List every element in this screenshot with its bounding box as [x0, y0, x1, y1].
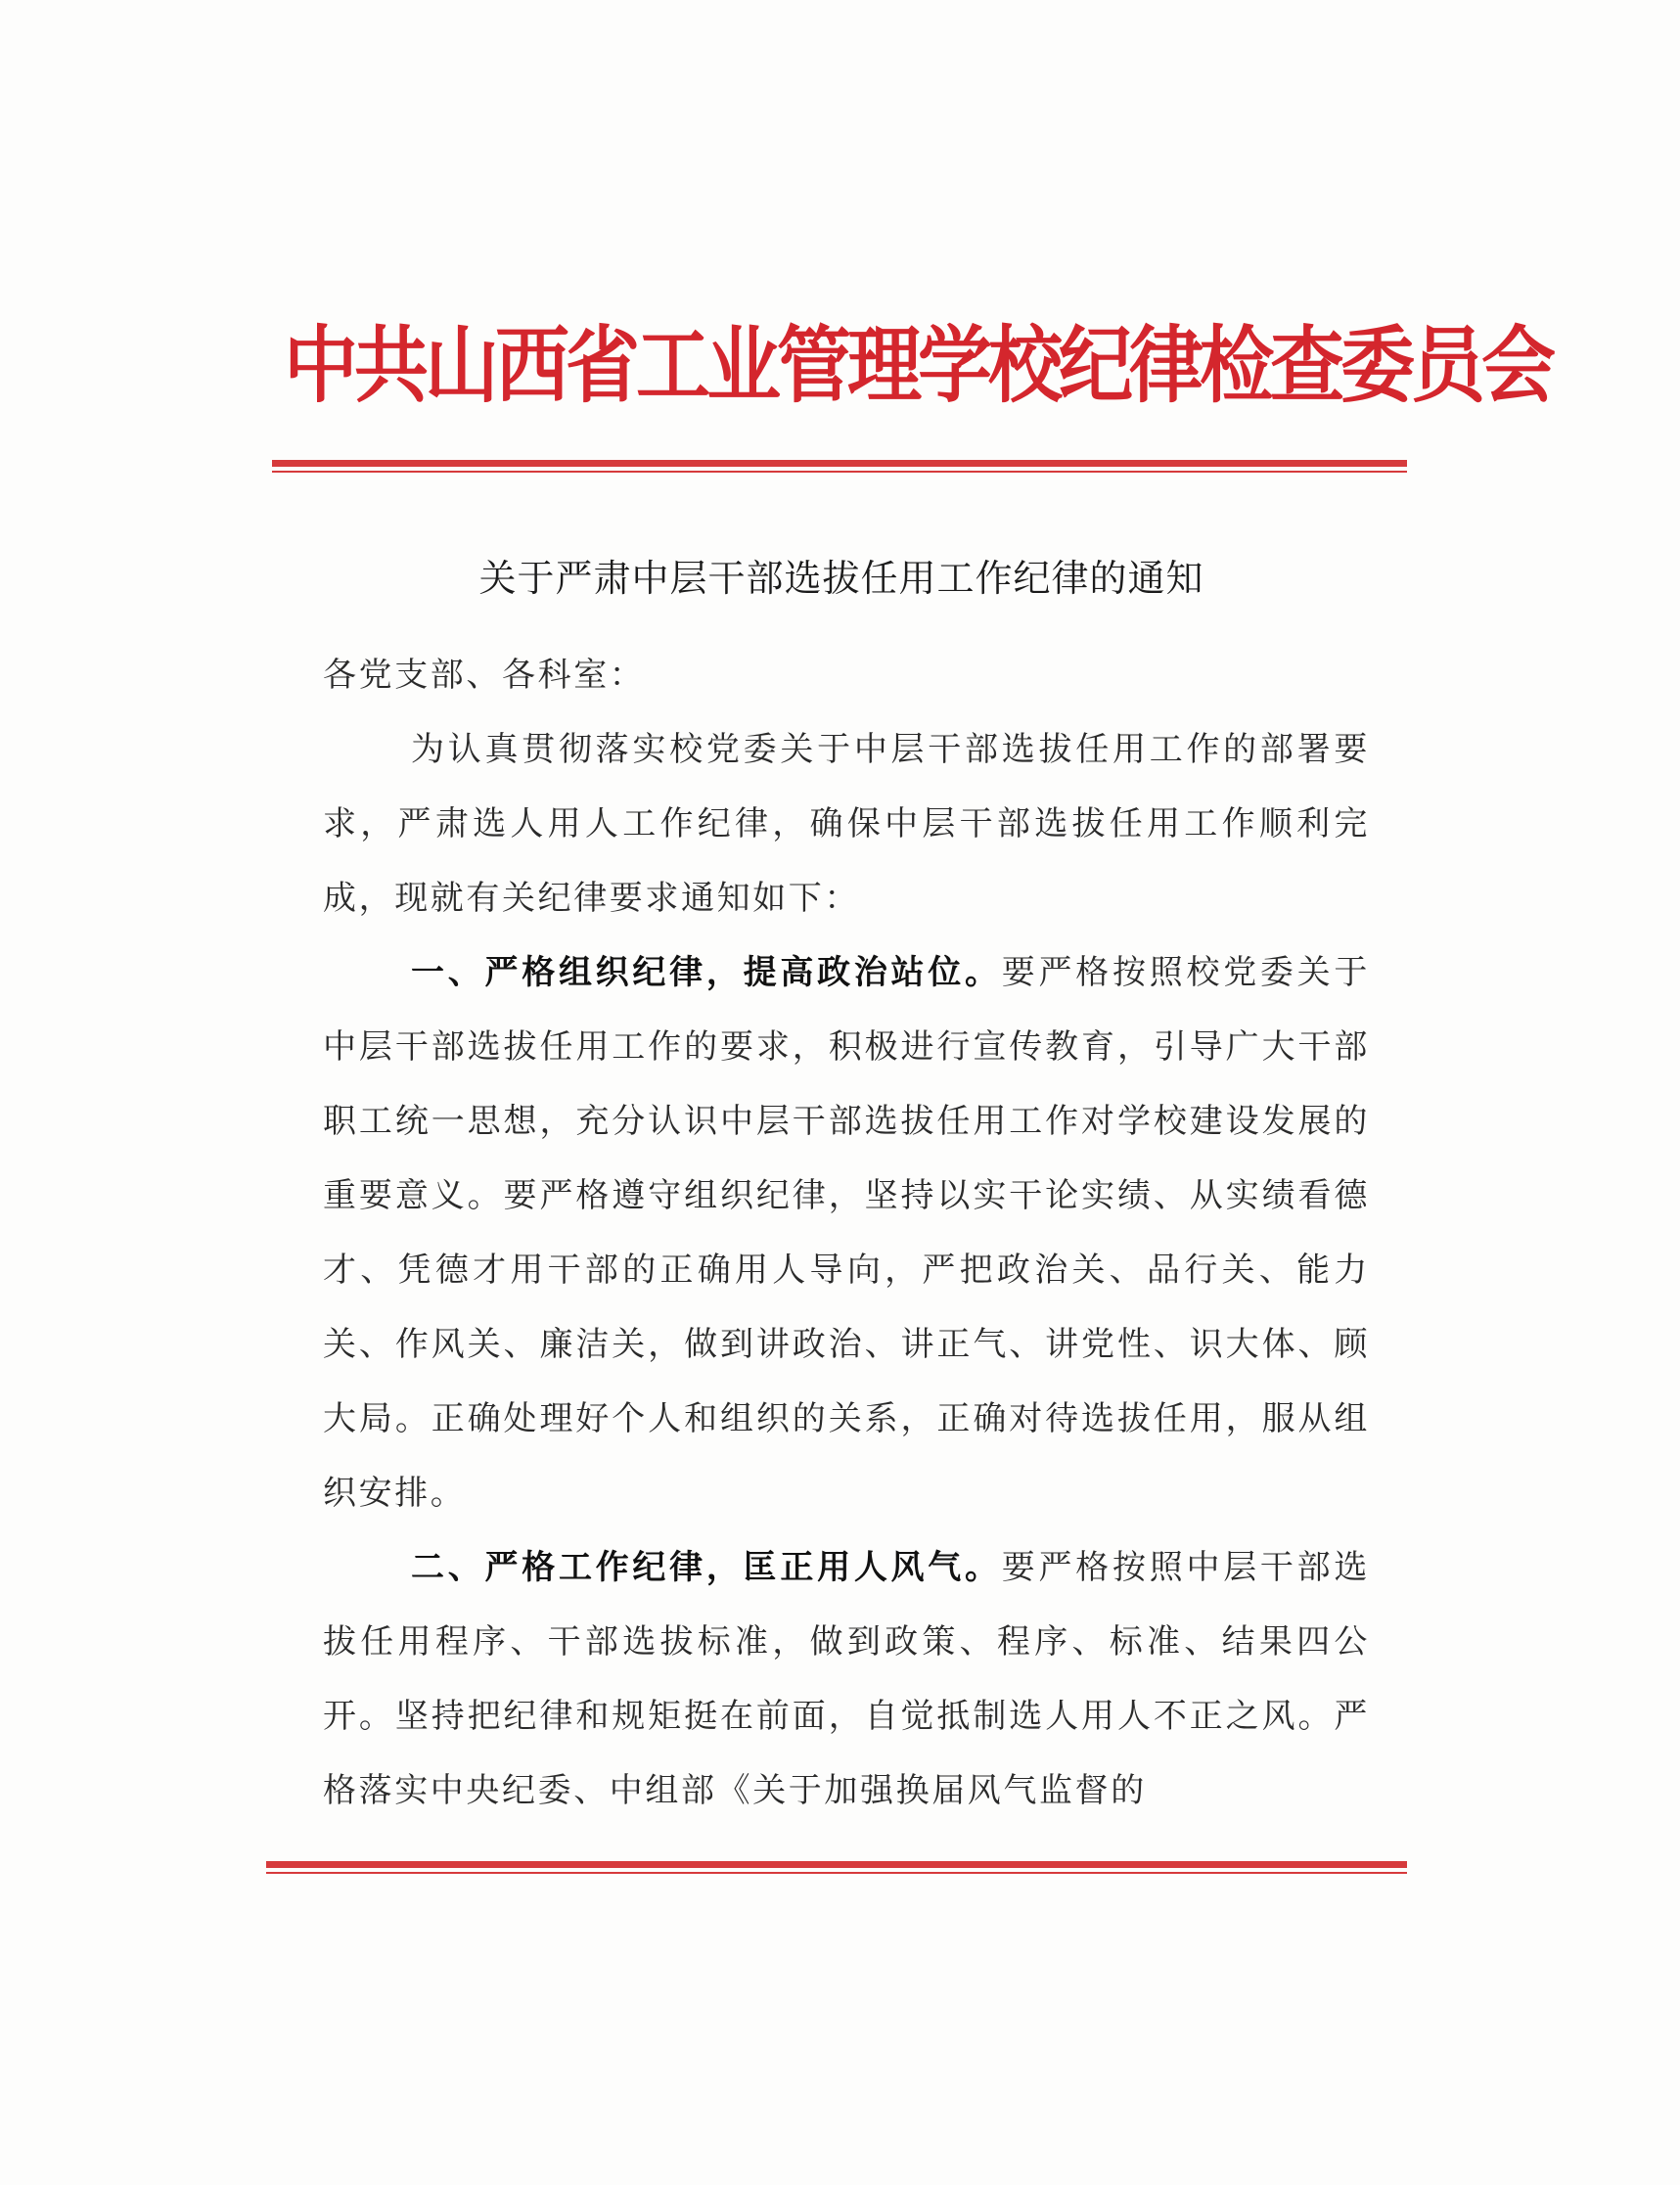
intro-paragraph: 为认真贯彻落实校党委关于中层干部选拔任用工作的部署要求，严肃选人用人工作纪律，确保中层干部选拔任用工作顺利完成，现就有关纪律要求通知如下： [323, 730, 1370, 918]
notice-body [323, 638, 1370, 1828]
notice-title: 关于严肃中层干部选拔任用工作纪律的通知 [478, 557, 1204, 600]
section-1-heading: 一、严格组织纪律，提高政治站位。 [411, 953, 1002, 992]
footer-red-rule [266, 1861, 1407, 1874]
section-1-text: 要严格按照校党委关于中层干部选拔任用工作的要求，积极进行宣传教育，引导广大干部职工统一思想，充分认识中层干部选拔任用工作对学校建设发展的重要意义。要严格遵守组织纪律，坚持以实干论实绩、从实绩看德才、凭德才用干部的正确用人导向，严把政治关、品行关、能力关、作风关、廉洁关，做到讲政治、讲正气、讲党性、识大体、顾大局。正确处理好个人和组织的关系，正确对待选拔任用，服从组织安排。 [323, 953, 1371, 1513]
salutation: 各党支部、各科室： [323, 656, 646, 695]
header-red-rule [272, 460, 1407, 473]
organization-header: 中共山西省工业管理学校纪律检查委员会 [284, 316, 1552, 415]
section-2-heading: 二、严格工作纪律，匡正用人风气。 [411, 1548, 1002, 1587]
section-2-paragraph [323, 1530, 1370, 1828]
section-1-paragraph [323, 935, 1370, 1530]
section-2-text: 要严格按照中层干部选拔任用程序、干部选拔标准，做到政策、程序、标准、结果四公开。坚持把纪律和规矩挺在前面，自觉抵制选人用人不正之风。严格落实中央纪委、中组部《关于加强换届风气监督的 [323, 1548, 1371, 1810]
